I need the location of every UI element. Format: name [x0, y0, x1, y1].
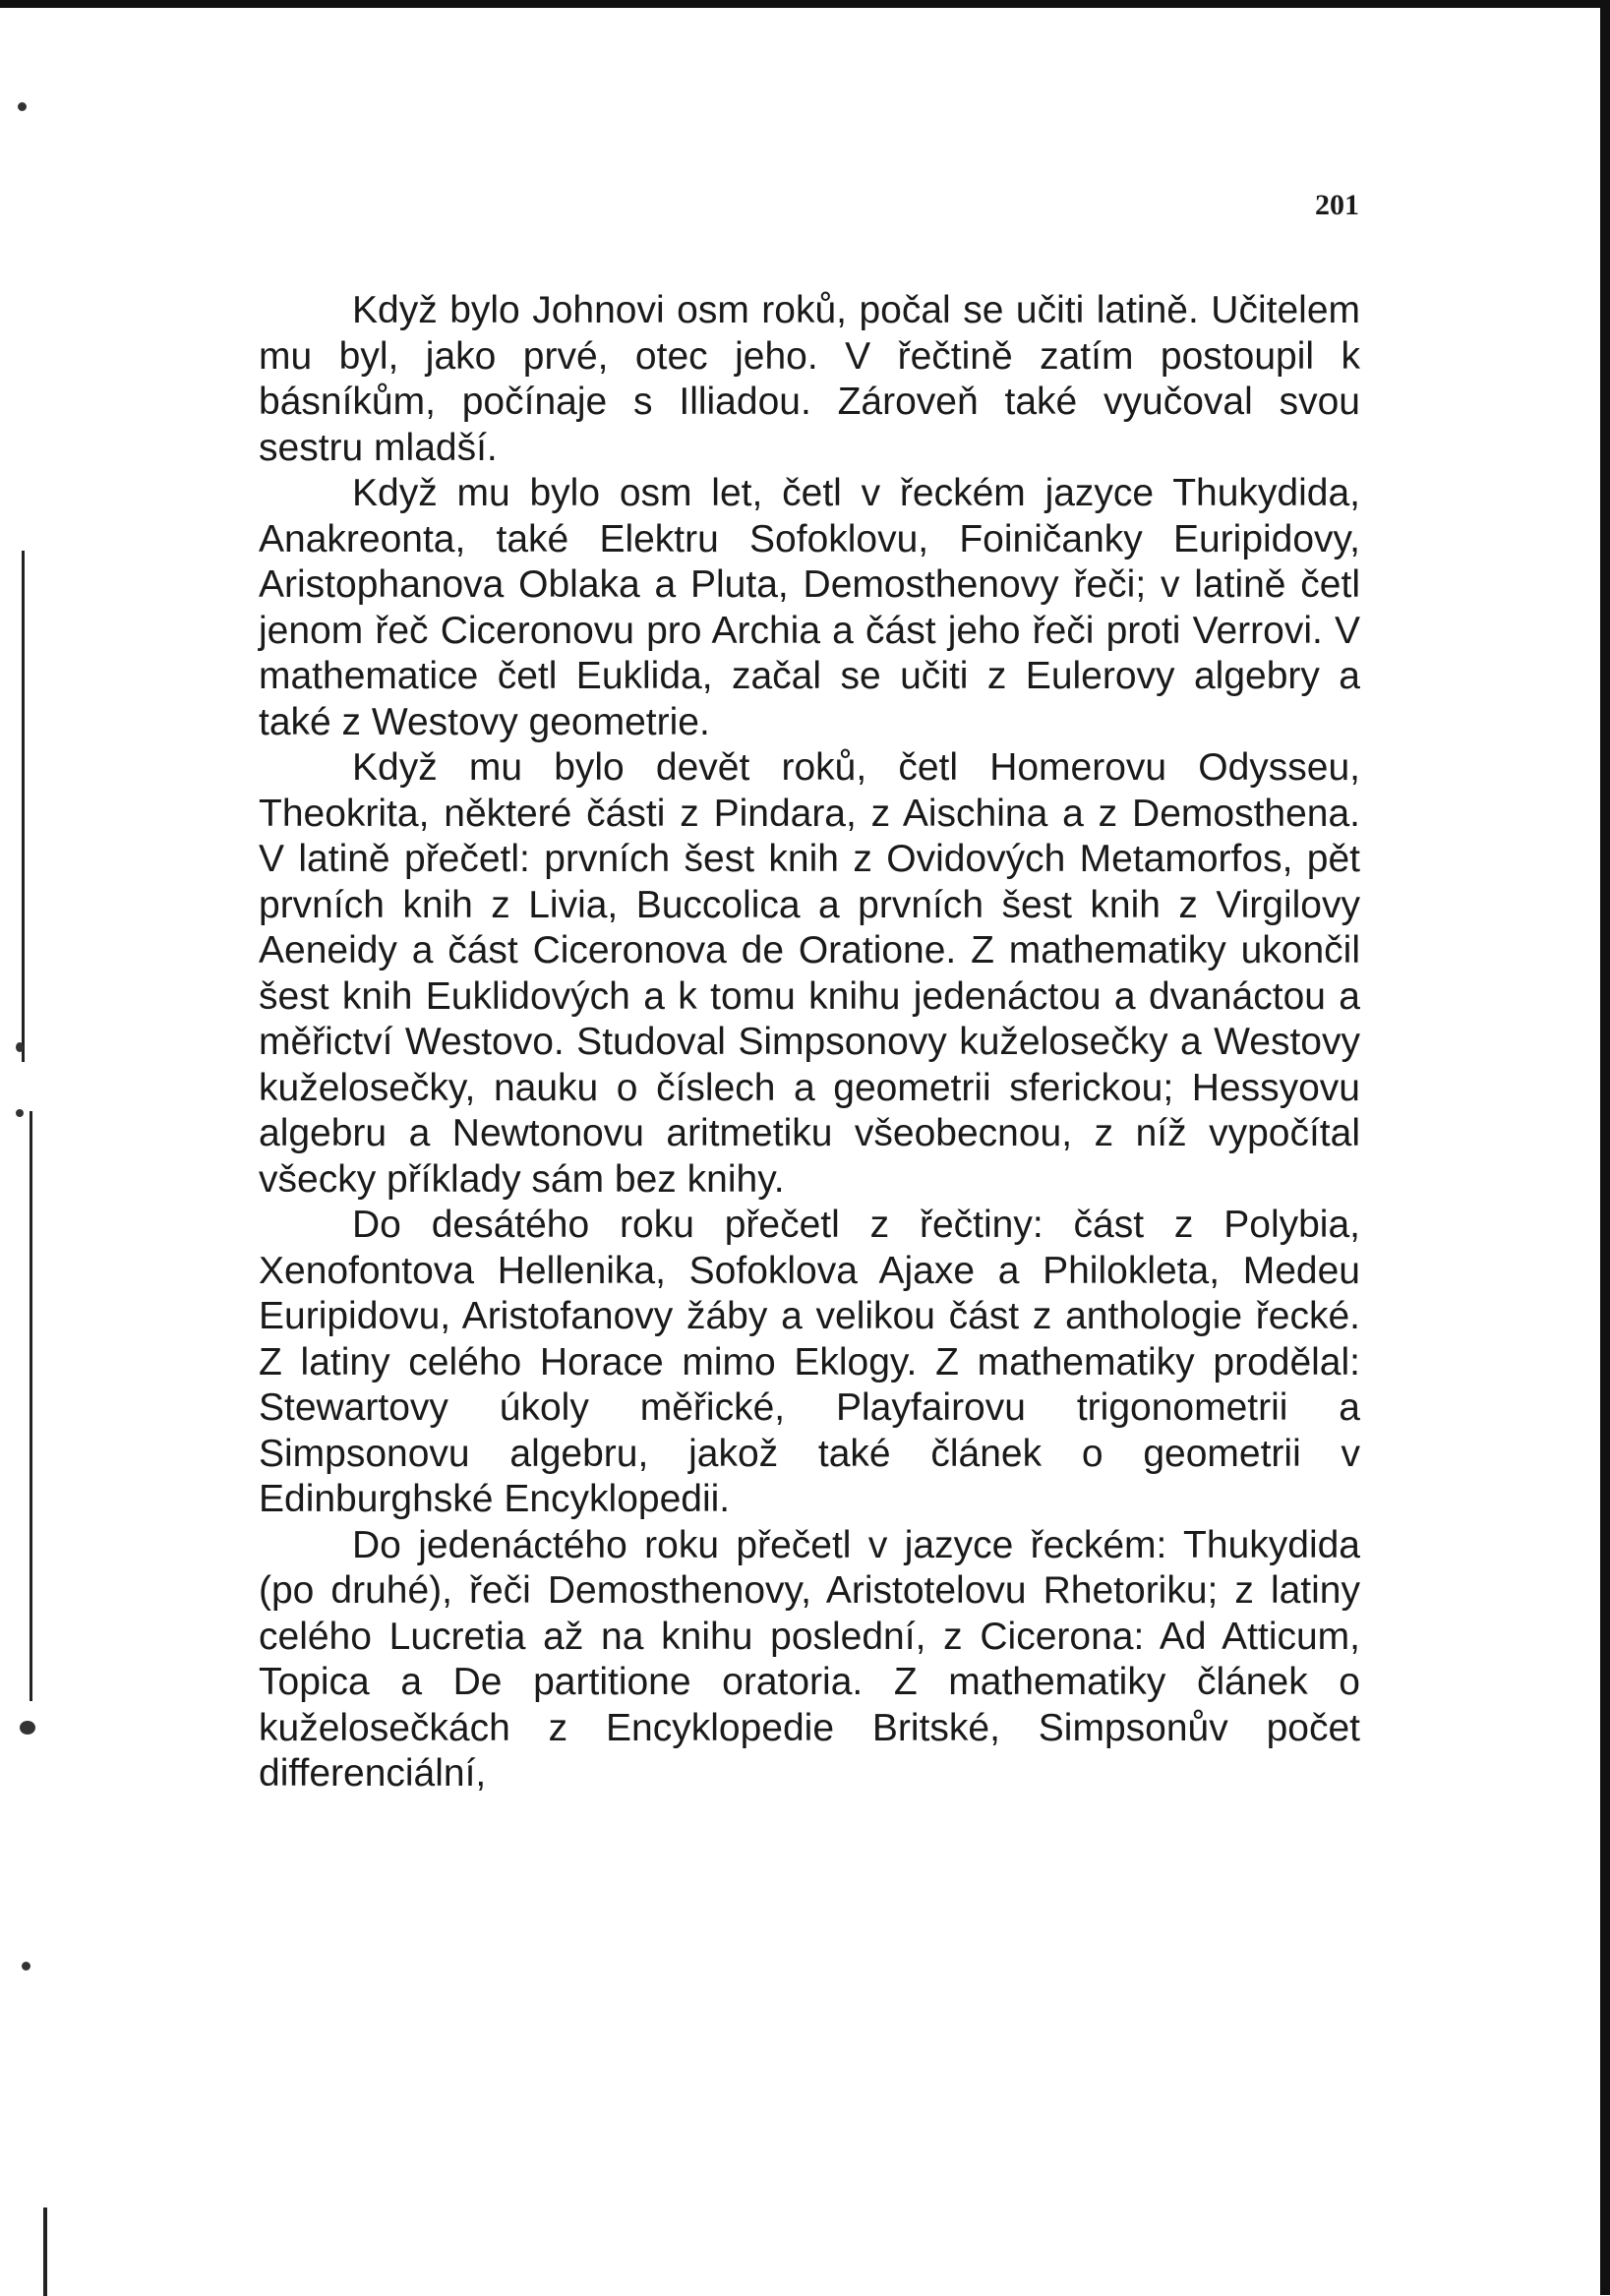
scan-speck — [16, 1109, 24, 1117]
binding-rule-bottom — [43, 2208, 47, 2296]
binding-rule-upper — [22, 551, 25, 1062]
paragraph: Když mu bylo osm let, četl v řeckém jazyce Thukydida, Anakreonta, také Elektru Sofoklovu, Foiničanky Euripidovy, Aristophanova Oblaka a Pluta, Demosthenovy řeči; v latině četl jenom řeč Ciceronovu pro Archia a část jeho řeči proti Verrovi. V mathematice četl Euklida, začal se učiti z Eulerovy algebry a také z Westovy geometrie. — [259, 472, 1360, 743]
body-text — [259, 288, 1360, 1797]
paragraph: Když mu bylo devět roků, četl Homerovu Odysseu, Theokrita, některé části z Pindara, z Aischina a z Demosthena. V latině přečetl: prvních šest knih z Ovidových Metamorfos, pět prvních knih z Livia, Buccolica a prvních šest knih z Virgilovy Aeneidy a část Ciceronova de Oratione. Z mathematiky ukončil šest knih Euklidových a k tomu knihu jedenáctou a dvanáctou a měřictví Westovo. Studoval Simpsonovy kuželosečky a Westovy kuželosečky, nauku o číslech a geometrii sferickou; Hessyovu algebru a Newtonovu aritmetiku všeobecnou, z níž vypočítal všecky příklady sám bez knihy. — [259, 746, 1360, 1201]
scan-right-edge — [1600, 0, 1610, 2295]
scan-speck — [20, 1721, 35, 1735]
scan-speck — [18, 102, 27, 111]
binding-rule-lower — [30, 1111, 32, 1701]
paragraph: Do desátého roku přečetl z řečtiny: část z Polybia, Xenofontova Hellenika, Sofoklova Ajaxe a Philokleta, Medeu Euripidovu, Aristofanovy žáby a velikou část z anthologie řecké. Z latiny celého Horace mimo Eklogy. Z mathematiky prodělal: Stewartovy úkoly měřické, Playfairovu trigonometrii a Simpsonovu algebru, jakož také článek o geometrii v Edinburghské Encyklopedii. — [259, 1204, 1360, 1520]
paragraph: Do jedenáctého roku přečetl v jazyce řeckém: Thukydida (po druhé), řeči Demosthenovy, Aristotelovu Rhetoriku; z latiny celého Lucretia až na knihu poslední, z Cicerona: Ad Atticum, Topica a De partitione oratoria. Z mathematiky článek o kuželosečkách z Encyklopedie Britské, Simpsonův počet differenciální, — [259, 1523, 1360, 1795]
scan-top-edge — [0, 0, 1610, 8]
paragraph: Když bylo Johnovi osm roků, počal se učiti latině. Učitelem mu byl, jako prvé, otec jeho. V řečtině zatím postoupil k básníkům, počínaje s Illiadou. Zároveň také vyučoval svou sestru mladší. — [259, 289, 1360, 469]
scan-speck — [16, 1042, 24, 1052]
scan-speck — [22, 1962, 30, 1971]
page-number: 201 — [1315, 189, 1359, 221]
